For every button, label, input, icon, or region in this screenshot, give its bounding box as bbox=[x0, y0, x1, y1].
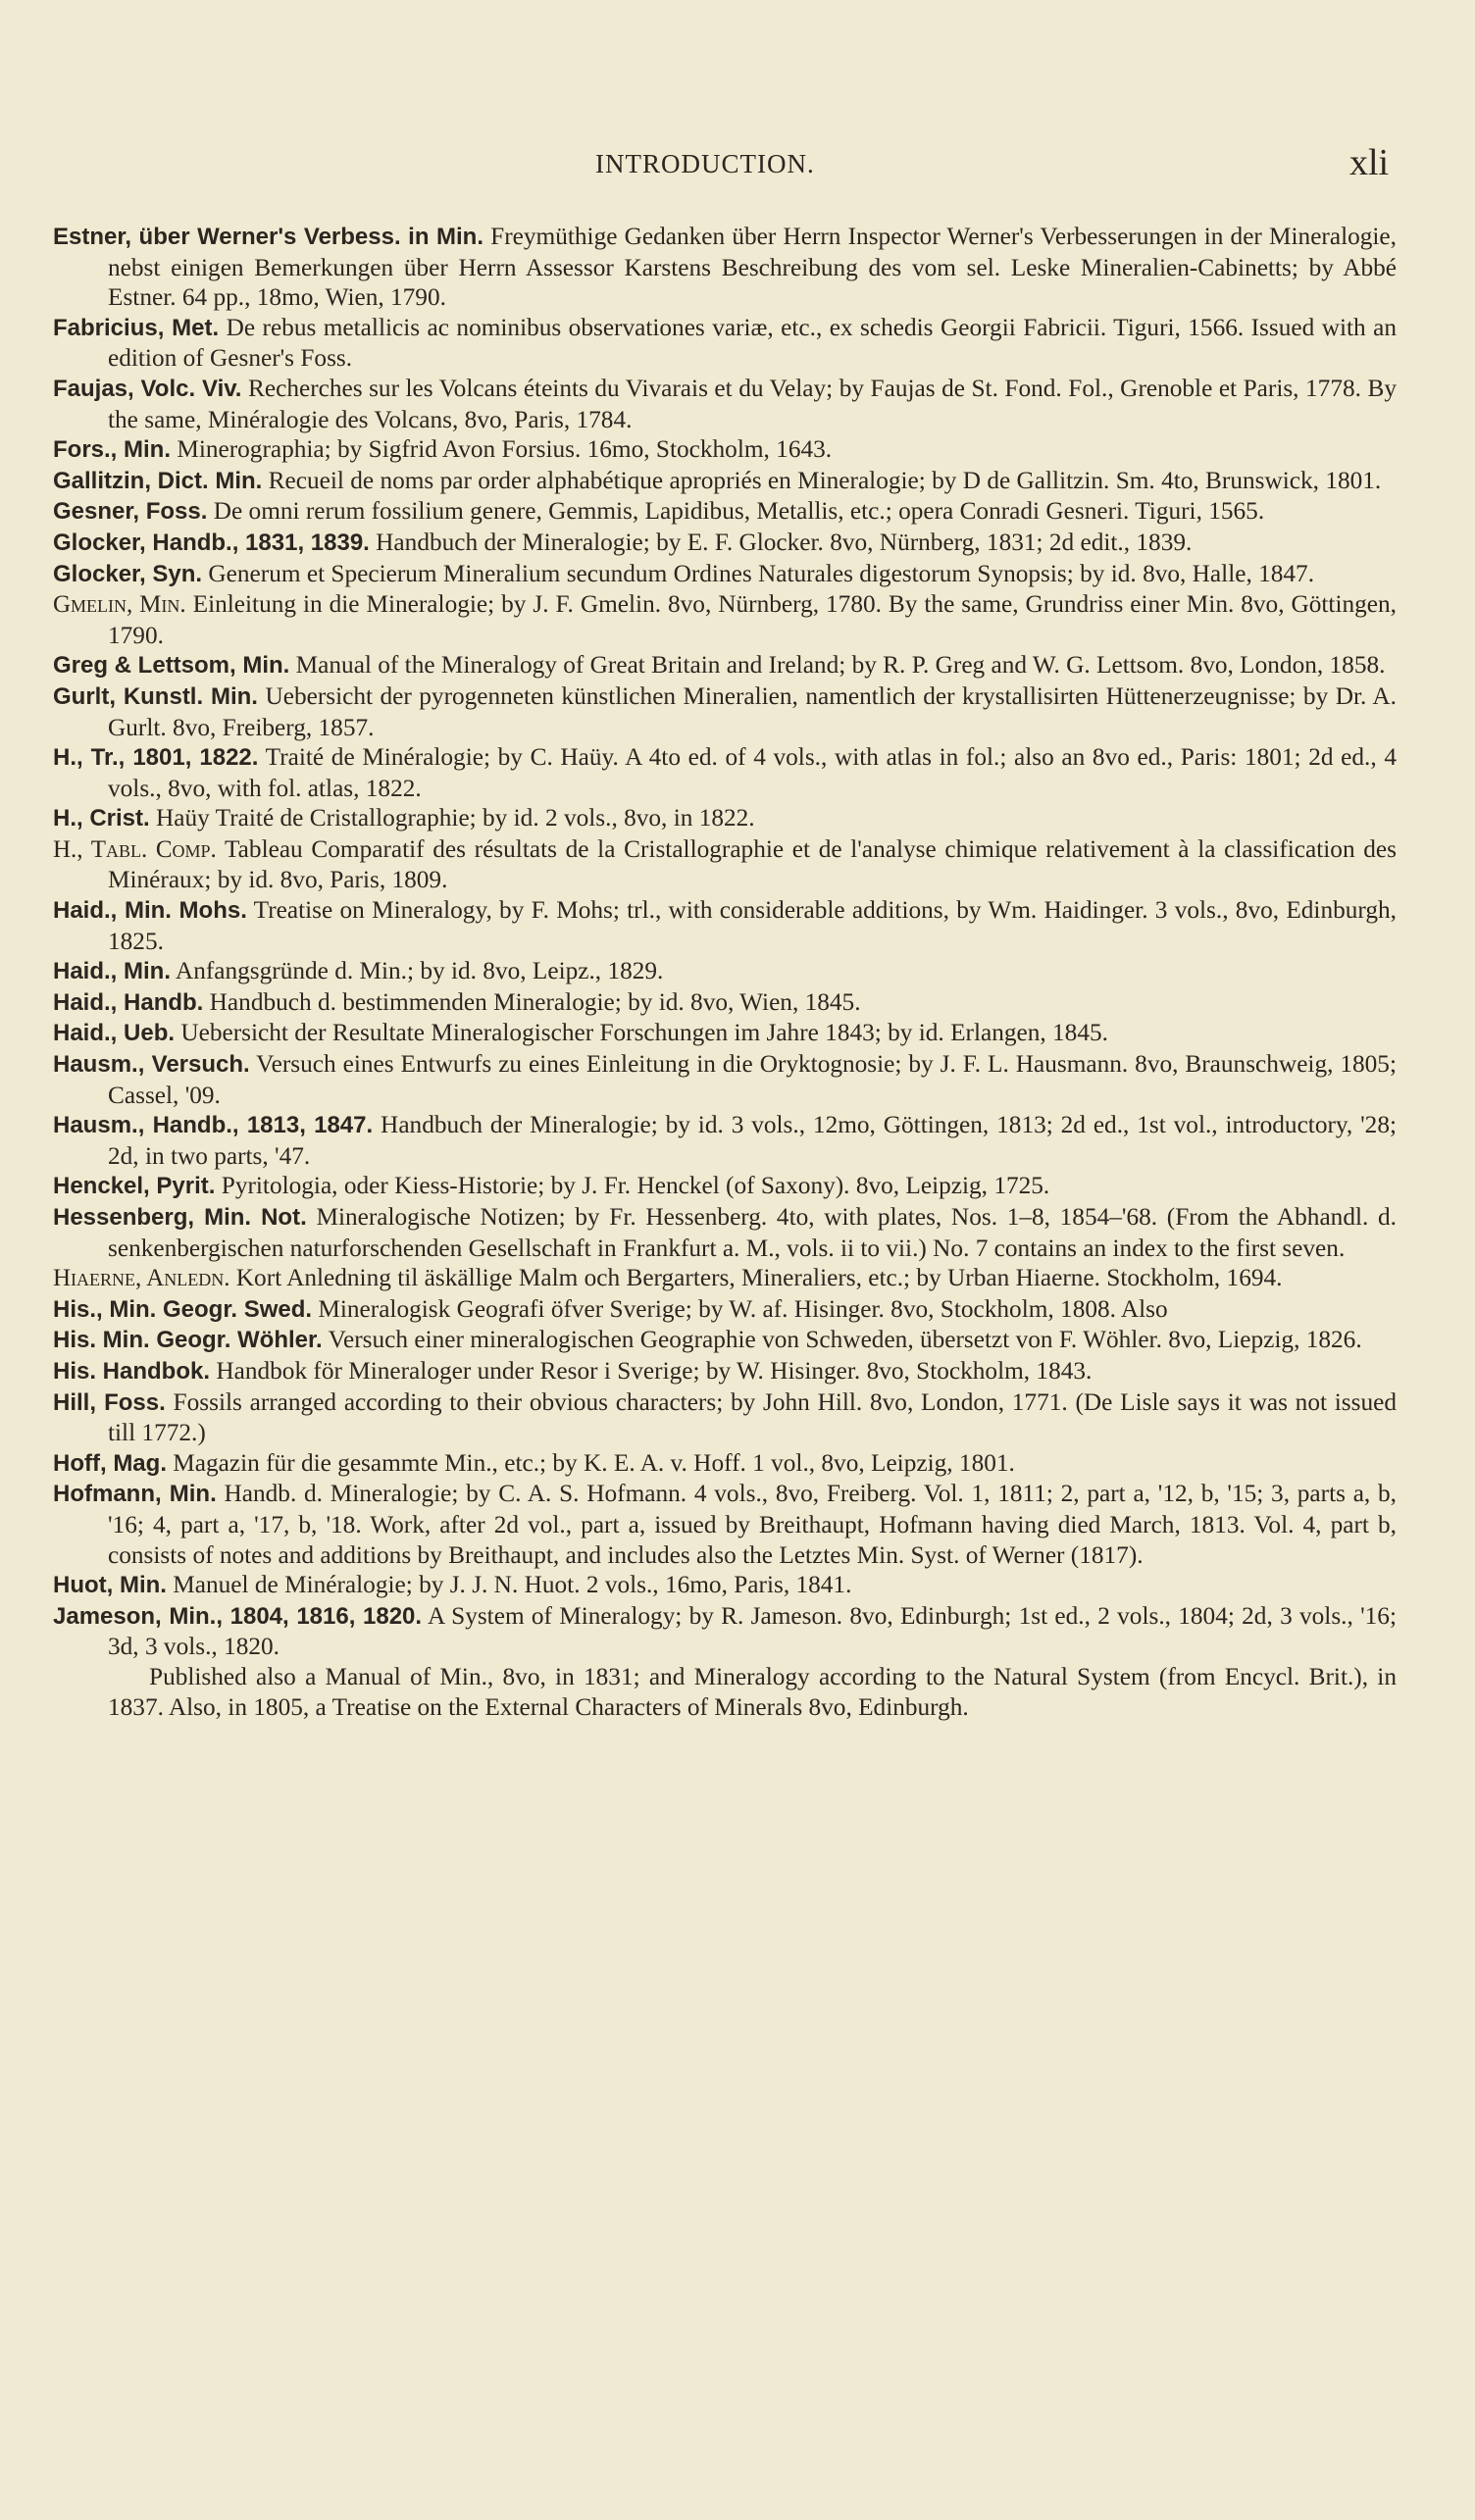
entry-abbreviation: His., Min. Geogr. Swed. bbox=[53, 1295, 313, 1323]
entry-description: Handbuch d. bestimmenden Mineralogie; by id. 8vo, Wien, 1845. bbox=[203, 987, 861, 1016]
entry-abbreviation: H., Crist. bbox=[53, 805, 150, 832]
entry-abbreviation: H., Tabl. Comp. bbox=[53, 835, 217, 863]
entry-description: Tableau Comparatif des résultats de la Cristallographie et de l'analyse chimique relativement à la classification des Minéraux; by id. 8vo, Paris, 1809. bbox=[108, 834, 1397, 894]
bibliography-entry bbox=[53, 987, 1397, 1019]
bibliography-entry bbox=[53, 1202, 1397, 1263]
bibliography-entry bbox=[53, 1110, 1397, 1171]
entry-description: De omni rerum fossilium genere, Gemmis, Lapidibus, Metallis, etc.; opera Conradi Gesneri. Tiguri, 1565. bbox=[207, 497, 1265, 526]
entry-note: Published also a Manual of Min., 8vo, in 1831; and Mineralogy according to the Natural System (from Encycl. Brit.), in 1837. Also, in 1805, a Treatise on the External Characters of Minerals 8vo, Edinburgh. bbox=[108, 1662, 1397, 1721]
entry-abbreviation: Fors., Min. bbox=[53, 436, 171, 464]
bibliography-list bbox=[53, 222, 1397, 1722]
entry-abbreviation: Gesner, Foss. bbox=[53, 498, 208, 526]
entry-abbreviation: Henckel, Pyrit. bbox=[53, 1173, 216, 1200]
entry-description: Manual of the Mineralogy of Great Britain and Ireland; by R. P. Greg and W. G. Lettsom. 8vo, London, 1858. bbox=[289, 651, 1386, 680]
entry-description: Manuel de Minéralogie; by J. J. N. Huot. 2 vols., 16mo, Paris, 1841. bbox=[166, 1571, 852, 1599]
entry-description: Generum et Specierum Mineralium secundum Ordines Naturales digestorum Synopsis; by id. 8vo, Halle, 1847. bbox=[202, 559, 1315, 587]
entry-description: Recueil de noms par order alphabétique apropriés en Mineralogie; by D de Gallitzin. Sm. 4to, Brunswick, 1801. bbox=[262, 466, 1382, 494]
bibliography-entry bbox=[53, 313, 1397, 374]
entry-abbreviation: Haid., Handb. bbox=[53, 988, 204, 1016]
entry-abbreviation: Hiaerne, Anledn. bbox=[53, 1265, 230, 1292]
bibliography-entry bbox=[53, 1601, 1397, 1662]
entry-description: Magazin für die gesammte Min., etc.; by K. E. A. v. Hoff. 1 vol., 8vo, Leipzig, 1801. bbox=[166, 1448, 1015, 1477]
entry-description: Handbok för Mineraloger under Resor i Sverige; by W. Hisinger. 8vo, Stockholm, 1843. bbox=[210, 1356, 1093, 1385]
bibliography-entry bbox=[53, 466, 1397, 497]
entry-abbreviation: Glocker, Handb., 1831, 1839. bbox=[53, 529, 370, 556]
entry-description: Treatise on Mineralogy, by F. Mohs; trl., with considerable additions, by Wm. Haidinger. 3 vols., 8vo, Edinburgh, 1825. bbox=[108, 896, 1397, 955]
entry-description: Uebersicht der pyrogenneten künstlichen Mineralien, namentlich der krystallisirten Hüttenerzeugnisse; by Dr. A. Gurlt. 8vo, Freiberg, 1857. bbox=[108, 681, 1397, 741]
bibliography-entry bbox=[53, 1479, 1397, 1570]
bibliography-entry bbox=[53, 681, 1397, 742]
entry-abbreviation: Hessenberg, Min. Not. bbox=[53, 1204, 307, 1231]
bibliography-entry bbox=[53, 1570, 1397, 1601]
entry-abbreviation: Greg & Lettsom, Min. bbox=[53, 652, 290, 680]
bibliography-entry bbox=[53, 589, 1397, 650]
running-head: INTRODUCTION. bbox=[595, 149, 815, 178]
bibliography-entry bbox=[53, 1263, 1397, 1294]
entry-description: Haüy Traité de Cristallographie; by id. 2 vols., 8vo, in 1822. bbox=[149, 804, 755, 832]
entry-description: Uebersicht der Resultate Mineralogischer Forschungen im Jahre 1843; by id. Erlangen, 1845. bbox=[175, 1019, 1108, 1047]
bibliography-entry bbox=[53, 1049, 1397, 1110]
entry-description: Fossils arranged according to their obvious characters; by John Hill. 8vo, London, 1771. (De Lisle says it was not issued till 1772.) bbox=[108, 1387, 1397, 1447]
entry-abbreviation: Hofmann, Min. bbox=[53, 1481, 217, 1508]
entry-description: Handbuch der Mineralogie; by E. F. Glocker. 8vo, Nürnberg, 1831; 2d edit., 1839. bbox=[369, 528, 1193, 556]
page-header bbox=[0, 142, 1475, 188]
entry-description: Kort Anledning til äskällige Malm och Bergarters, Mineraliers, etc.; by Urban Hiaerne. Stockholm, 1694. bbox=[229, 1264, 1283, 1292]
entry-description: De rebus metallicis ac nominibus observationes variæ, etc., ex schedis Georgii Fabricii. Tiguri, 1566. Issued with an edition of Gesner's Foss. bbox=[108, 313, 1397, 373]
entry-abbreviation: Hausm., Versuch. bbox=[53, 1051, 250, 1079]
bibliography-entry bbox=[53, 895, 1397, 956]
entry-abbreviation: Huot, Min. bbox=[53, 1572, 167, 1599]
entry-description: Pyritologia, oder Kiess-Historie; by J. Fr. Henckel (of Saxony). 8vo, Leipzig, 1725. bbox=[215, 1172, 1050, 1200]
entry-description: Minerographia; by Sigfrid Avon Forsius. 16mo, Stockholm, 1643. bbox=[171, 435, 833, 464]
entry-abbreviation: Gurlt, Kunstl. Min. bbox=[53, 682, 258, 710]
entry-description: Mineralogisk Geografi öfver Sverige; by W. af. Hisinger. 8vo, Stockholm, 1808. Also bbox=[312, 1294, 1168, 1323]
entry-description: Einleitung in die Mineralogie; by J. F. Gmelin. 8vo, Nürnberg, 1780. By the same, Grundriss einer Min. 8vo, Göttingen, 1790. bbox=[108, 590, 1397, 649]
entry-abbreviation: Faujas, Volc. Viv. bbox=[53, 375, 242, 402]
bibliography-entry bbox=[53, 834, 1397, 895]
bibliography-entry bbox=[53, 1018, 1397, 1049]
entry-abbreviation: Hill, Foss. bbox=[53, 1388, 166, 1416]
bibliography-entry bbox=[53, 742, 1397, 803]
entry-abbreviation: Haid., Min. Mohs. bbox=[53, 897, 247, 925]
entry-description: A System of Mineralogy; by R. Jameson. 8vo, Edinburgh; 1st ed., 2 vols., 1804; 2d, 3 vols., '16; 3d, 3 vols., 1820. bbox=[108, 1601, 1397, 1661]
entry-abbreviation: Hausm., Handb., 1813, 1847. bbox=[53, 1112, 374, 1139]
bibliography-entry bbox=[53, 1294, 1397, 1326]
entry-description: Handb. d. Mineralogie; by C. A. S. Hofmann. 4 vols., 8vo, Freiberg. Vol. 1, 1811; 2, part a, '12, b, '15; 3, parts a, b, '16; 4, part a, '17, b, '18. Work, after 2d vol., part a, issued by Breithaupt, Hofmann having died March, 1813. Vol. 4, part b, consists of notes and additions by Breithaupt, and includes also the Letztes Min. Syst. of Werner (1817). bbox=[108, 1480, 1397, 1569]
entry-description: Freymüthige Gedanken über Herrn Inspector Werner's Verbesserungen in der Mineralogie, nebst einigen Bemerkungen über Herrn Assessor Karstens Beschreibung des vom sel. Leske Mineralien-Cabinetts; by Abbé Estner. 64 pp., 18mo, Wien, 1790. bbox=[108, 223, 1397, 312]
bibliography-entry bbox=[53, 222, 1397, 313]
bibliography-entry bbox=[53, 374, 1397, 434]
entry-description: Mineralogische Notizen; by Fr. Hessenberg. 4to, with plates, Nos. 1–8, 1854–'68. (From the Abhandl. d. senkenbergischen naturforschenden Gesellschaft in Frankfurt a. M., vols. ii to vii.) No. 7 contains an index to the first seven. bbox=[108, 1203, 1397, 1262]
entry-abbreviation: His. Min. Geogr. Wöhler. bbox=[53, 1327, 323, 1354]
entry-description: Recherches sur les Volcans éteints du Vivarais et du Velay; by Faujas de St. Fond. Fol., Grenoble et Paris, 1778. By the same, Minéralogie des Volcans, 8vo, Paris, 1784. bbox=[108, 374, 1397, 433]
bibliography-entry bbox=[53, 956, 1397, 987]
bibliography-entry bbox=[53, 803, 1397, 834]
bibliography-entry bbox=[53, 1171, 1397, 1202]
entry-abbreviation: Gallitzin, Dict. Min. bbox=[53, 467, 263, 494]
bibliography-entry bbox=[53, 559, 1397, 590]
entry-abbreviation: Jameson, Min., 1804, 1816, 1820. bbox=[53, 1602, 423, 1630]
entry-abbreviation: H., Tr., 1801, 1822. bbox=[53, 744, 259, 772]
entry-description: Versuch eines Entwurfs zu eines Einleitung in die Oryktognosie; by J. F. L. Hausmann. 8vo, Braunschweig, 1805; Cassel, '09. bbox=[108, 1050, 1397, 1109]
entry-abbreviation: His. Handbok. bbox=[53, 1357, 211, 1385]
bibliography-entry bbox=[53, 1325, 1397, 1356]
entry-abbreviation: Haid., Ueb. bbox=[53, 1020, 176, 1047]
entry-description: Handbuch der Mineralogie; by id. 3 vols., 12mo, Göttingen, 1813; 2d ed., 1st vol., introductory, '28; 2d, in two parts, '47. bbox=[108, 1111, 1397, 1170]
entry-description: Anfangsgründe d. Min.; by id. 8vo, Leipz., 1829. bbox=[171, 957, 664, 985]
bibliography-entry bbox=[53, 528, 1397, 559]
bibliography-entry bbox=[53, 496, 1397, 528]
bibliography-entry bbox=[53, 1387, 1397, 1448]
bibliography-entry bbox=[53, 650, 1397, 681]
bibliography-entry bbox=[53, 1448, 1397, 1480]
entry-abbreviation: Haid., Min. bbox=[53, 958, 171, 985]
bibliography-entry bbox=[53, 434, 1397, 466]
entry-abbreviation: Hoff, Mag. bbox=[53, 1449, 167, 1477]
entry-description: Traité de Minéralogie; by C. Haüy. A 4to ed. of 4 vols., with atlas in fol.; also an 8vo ed., Paris: 1801; 2d ed., 4 vols., 8vo, with fol. atlas, 1822. bbox=[108, 743, 1397, 802]
entry-abbreviation: Estner, über Werner's Verbess. in Min. bbox=[53, 224, 483, 250]
bibliography-entry bbox=[53, 1356, 1397, 1387]
entry-abbreviation: Fabricius, Met. bbox=[53, 314, 220, 341]
entry-abbreviation: Gmelin, Min. bbox=[53, 591, 186, 619]
entry-description: Versuch einer mineralogischen Geographie von Schweden, übersetzt von F. Wöhler. 8vo, Liepzig, 1826. bbox=[322, 1326, 1362, 1354]
page-number: xli bbox=[1349, 142, 1390, 183]
entry-abbreviation: Glocker, Syn. bbox=[53, 560, 203, 587]
